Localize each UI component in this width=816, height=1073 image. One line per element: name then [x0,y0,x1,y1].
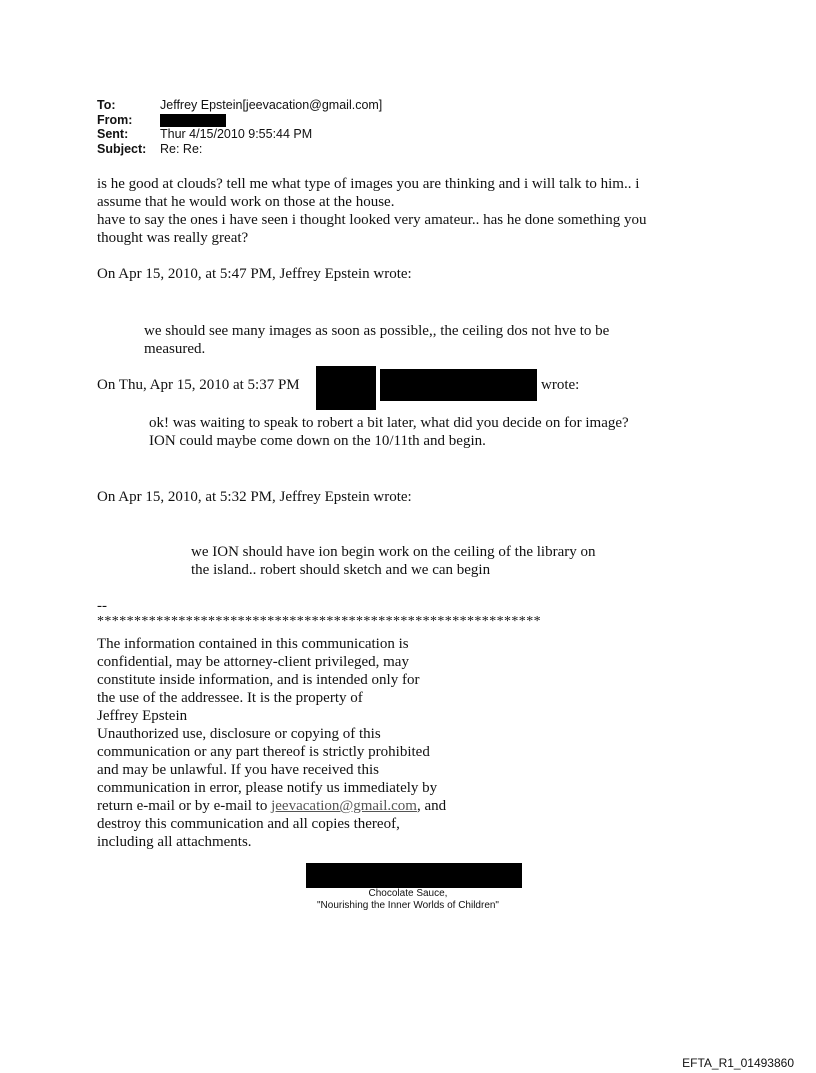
body-line-3: have to say the ones i have seen i thought looked very amateur.. has he done something you [97,212,647,228]
disclaimer-line-10-prefix: return e-mail or by e-mail to [97,798,272,814]
from-redaction [160,114,226,127]
disclaimer-line-4: the use of the addressee. It is the property of [97,690,363,706]
quote3-line-2: the island.. robert should sketch and we can begin [191,562,491,578]
from-row [97,113,382,128]
document-id: EFTA_R1_01493860 [682,1056,794,1070]
quote2-redaction-1 [316,366,376,410]
quote1-line-1: we should see many images as soon as possible,, the ceiling dos not hve to be [144,323,610,339]
quote2-line-2: ION could maybe come down on the 10/11th and begin. [149,433,486,449]
disclaimer-line-9: communication in error, please notify us immediately by [97,780,438,796]
subject-row [97,142,382,157]
quote2-redaction-2 [380,369,537,401]
disclaimer-line-5: Jeffrey Epstein [97,708,188,724]
disclaimer-line-6: Unauthorized use, disclosure or copying of this [97,726,381,742]
sent-label: Sent: [97,127,129,141]
body-line-1: is he good at clouds? tell me what type of images you are thinking and i will talk to him.. i [97,176,640,192]
signature-line-2: "Nourishing the Inner Worlds of Children" [316,900,499,911]
quote2-line-1: ok! was waiting to speak to robert a bit later, what did you decide on for image? [149,415,629,431]
signature-redaction [306,863,522,888]
signature-stars: ************************************************************ [97,614,541,629]
subject-label: Subject: [97,141,147,156]
sent-value: Thur 4/15/2010 9:55:44 PM [160,127,313,141]
body-line-4: thought was really great? [97,230,249,246]
quote2-header-suffix: wrote: [541,377,580,393]
body-line-2: assume that he would work on those at the house. [97,194,395,210]
to-value: Jeffrey Epstein[jeevacation@gmail.com] [160,98,383,112]
disclaimer-line-3: constitute inside information, and is intended only for [97,672,420,688]
email-header [97,98,382,156]
subject-value: Re: Re: [160,141,203,156]
quote1-line-2: measured. [144,341,206,357]
disclaimer-line-7: communication or any part thereof is strictly prohibited [97,744,430,760]
email-link[interactable]: jeevacation@gmail.com [271,798,417,814]
to-label: To: [97,98,116,112]
from-label: From: [97,112,133,127]
quote3-line-1: we ION should have ion begin work on the ceiling of the library on [191,544,596,560]
to-row [97,98,382,113]
signature-line-1: Chocolate Sauce, [368,888,448,899]
disclaimer-line-1: The information contained in this communication is [97,636,409,652]
disclaimer-line-2: confidential, may be attorney-client privileged, may [97,654,409,670]
quote1-header: On Apr 15, 2010, at 5:47 PM, Jeffrey Epstein wrote: [97,266,412,282]
disclaimer-line-11: destroy this communication and all copies thereof, [97,816,400,832]
disclaimer-line-10-suffix: , and [416,798,447,814]
quote3-header: On Apr 15, 2010, at 5:32 PM, Jeffrey Epstein wrote: [97,489,412,505]
quote2-header-prefix: On Thu, Apr 15, 2010 at 5:37 PM [97,377,300,393]
sent-row [97,127,382,142]
disclaimer-line-10 [97,797,446,815]
signature-dashes: -- [97,598,107,614]
disclaimer-line-12: including all attachments. [97,834,252,850]
disclaimer-line-8: and may be unlawful. If you have received this [97,762,379,778]
